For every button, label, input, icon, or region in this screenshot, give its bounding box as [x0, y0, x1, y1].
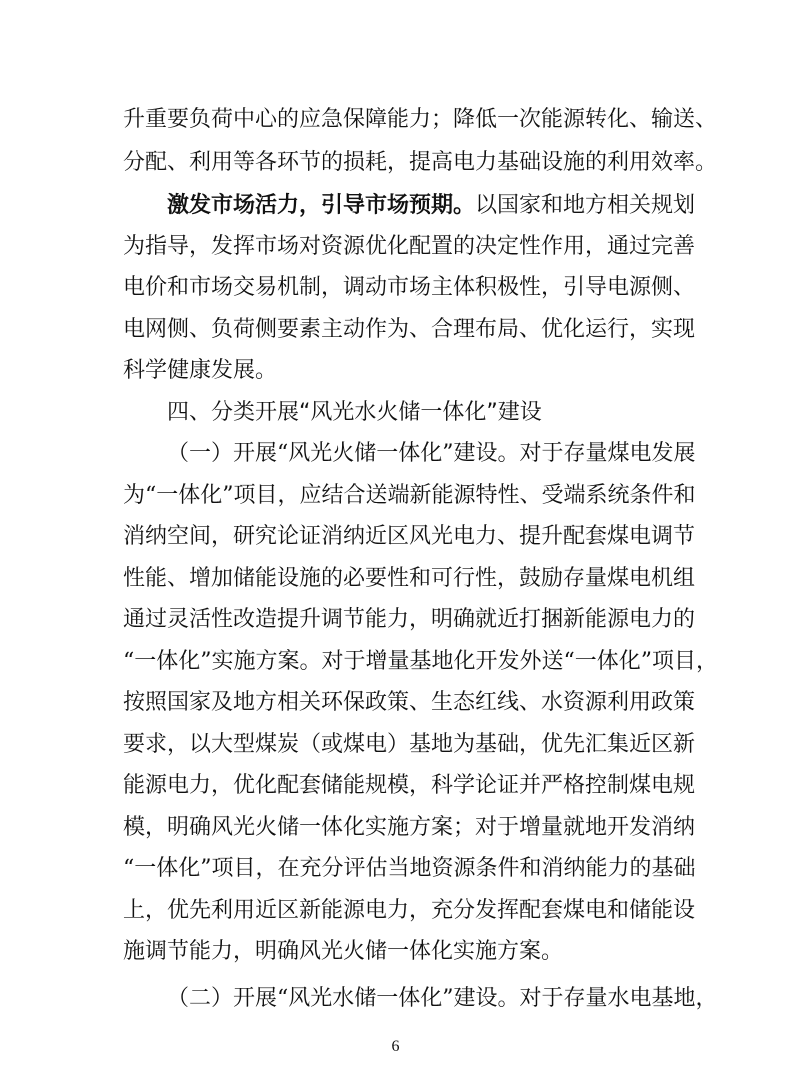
paragraph-3-line-7: 按照国家及地方相关环保政策、生态红线、水资源利用政策 — [123, 690, 696, 715]
paragraph-3-line-1: （一）开展“风光火储一体化”建设。对于存量煤电发展 — [167, 441, 696, 466]
section-heading: 四、分类开展“风光水火储一体化”建设 — [167, 400, 542, 425]
paragraph-3-line-2: 为“一体化”项目，应结合送端新能源特性、受端系统条件和 — [123, 483, 696, 508]
paragraph-2-first-line-rest: 以国家和地方相关规划 — [475, 193, 696, 218]
paragraph-2-line-5: 科学健康发展。 — [123, 358, 278, 383]
paragraph-2-line-2: 为指导，发挥市场对资源优化配置的决定性作用，通过完善 — [123, 234, 696, 259]
paragraph-3-line-12: 上，优先利用近区新能源电力，充分发挥配套煤电和储能设 — [123, 898, 696, 923]
paragraph-2-line-4: 电网侧、负荷侧要素主动作为、合理布局、优化运行，实现 — [123, 317, 696, 342]
paragraph-3-line-3: 消纳空间，研究论证消纳近区风光电力、提升配套煤电调节 — [123, 524, 696, 549]
paragraph-3-line-11: “一体化”项目，在充分评估当地资源条件和消纳能力的基础 — [123, 856, 696, 881]
paragraph-2-line-1 — [167, 185, 696, 225]
page-number: 6 — [391, 1038, 400, 1055]
paragraph-3-line-5: 通过灵活性改造提升调节能力，明确就近打捆新能源电力的 — [123, 607, 696, 632]
paragraph-3-line-8: 要求，以大型煤炭（或煤电）基地为基础，优先汇集近区新 — [123, 732, 696, 757]
paragraph-2-lead: 激发市场活力，引导市场预期。 — [167, 192, 476, 218]
paragraph-2-line-3: 电价和市场交易机制，调动市场主体积极性，引导电源侧、 — [123, 275, 696, 300]
paragraph-4-line-1: （二）开展“风光水储一体化”建设。对于存量水电基地， — [167, 986, 718, 1011]
paragraph-1-line-2: 分配、利用等各环节的损耗，提高电力基础设施的利用效率。 — [123, 150, 718, 175]
paragraph-3-line-10: 模，明确风光火储一体化实施方案；对于增量就地开发消纳 — [123, 815, 696, 840]
paragraph-3-line-9: 能源电力，优化配套储能规模，科学论证并严格控制煤电规 — [123, 773, 696, 798]
paragraph-3-line-13: 施调节能力，明确风光火储一体化实施方案。 — [123, 939, 564, 964]
paragraph-3-line-4: 性能、增加储能设施的必要性和可行性，鼓励存量煤电机组 — [123, 566, 696, 591]
paragraph-1-line-1: 升重要负荷中心的应急保障能力；降低一次能源转化、输送、 — [123, 107, 718, 132]
paragraph-3-line-6: “一体化”实施方案。对于增量基地化开发外送“一体化”项目， — [123, 649, 718, 674]
